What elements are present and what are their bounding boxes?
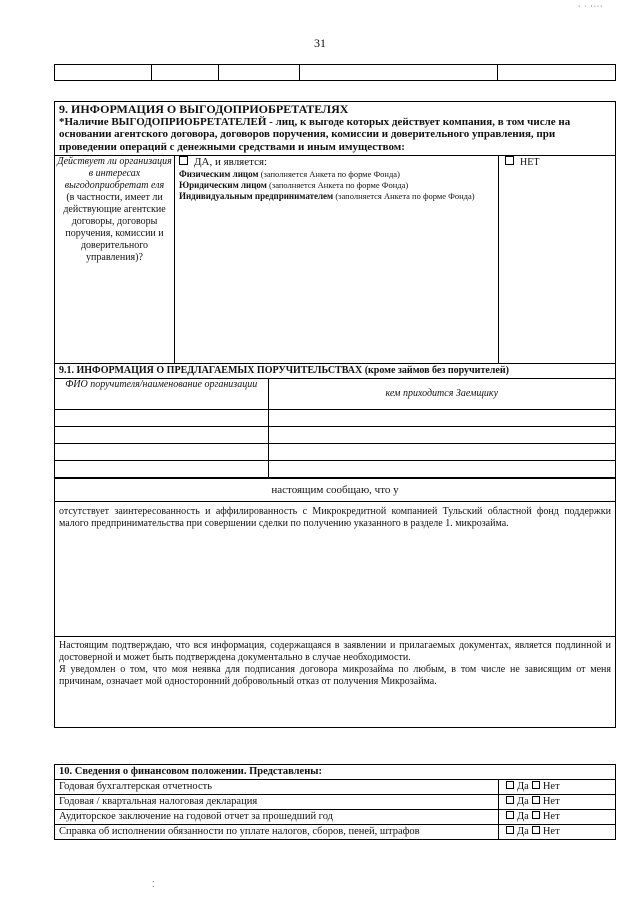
notify-row: настоящим сообщаю, что у	[55, 478, 616, 501]
beneficiary-question	[55, 156, 175, 364]
financial-item-choice	[499, 810, 616, 825]
financial-item-choice	[499, 825, 616, 840]
no-checkbox[interactable]	[532, 796, 540, 804]
financial-item-label: Аудиторское заключение на годовой отчет за прошедший год	[55, 810, 499, 825]
guarantor-name-cell[interactable]	[55, 409, 268, 426]
table-cell	[152, 65, 219, 81]
section9-description: *Наличие ВЫГОДОПРИОБРЕТАТЕЛЕЙ - лиц, к выгоде которых действует компания, в том числе на основании агентского договора, договоров поручения, комиссии и доверительного управления, при проведении операций с денежными средствами и иным имуществом:	[59, 115, 571, 153]
table-cell	[55, 65, 152, 81]
corner-scan-mark: ᐧ ᐧ ·ᐧᐧ·	[578, 2, 604, 11]
no-text: Нет	[542, 811, 560, 822]
scan-dot-mark: ⁚	[152, 880, 155, 889]
confirmation-p1: Настоящим подтверждаю, что вся информация, содержащаяся в заявлении и прилагаемых документах, является подлинной и достоверной и может быть подтверждена документально в случае необходимости.	[59, 639, 611, 663]
beneficiary-question-italic: Действует ли организация в интересах выгодоприобретат еля	[57, 156, 172, 191]
no-checkbox[interactable]	[532, 781, 540, 789]
option-bold: Физическим лицом	[179, 169, 259, 179]
section91-title: 9.1. ИНФОРМАЦИЯ О ПРЕДЛАГАЕМЫХ ПОРУЧИТЕЛЬСТВАХ (кроме займов без поручителей)	[55, 364, 616, 379]
yes-checkbox[interactable]	[506, 796, 514, 804]
financial-item-choice	[499, 795, 616, 810]
no-text: Нет	[542, 781, 560, 792]
option-note: (заполняется Анкета по форме Фонда)	[269, 180, 409, 190]
option-individual	[179, 169, 494, 180]
financial-item-label: Годовая / квартальная налоговая декларация	[55, 795, 499, 810]
table-cell	[219, 65, 300, 81]
guarantors-table	[55, 379, 615, 478]
option-legal-entity	[179, 180, 494, 191]
guarantor-name-cell[interactable]	[55, 460, 268, 477]
confirmation-p2: Я уведомлен о том, что моя неявка для подписания договора микрозайма по любым, в том числе не зависящим от меня причинам, означает мой односторонний добровольный отказ от получения Микрозайма.	[59, 663, 611, 687]
no-text: Нет	[542, 826, 560, 837]
guarantor-name-cell[interactable]	[55, 426, 268, 443]
yes-text: Да	[517, 796, 529, 807]
option-note: (заполняется Анкета по форме Фонда)	[335, 191, 475, 201]
yes-label: ДА, и является:	[194, 156, 268, 168]
table-cell	[498, 65, 616, 81]
yes-option-cell	[175, 156, 499, 364]
guarantor-name-cell[interactable]	[55, 443, 268, 460]
beneficiaries-section	[54, 101, 616, 728]
no-text: Нет	[542, 796, 560, 807]
financial-item-choice	[499, 780, 616, 795]
guarantor-relation-header: кем приходится Заемщику	[268, 379, 615, 409]
no-label: НЕТ	[520, 157, 540, 168]
no-checkbox[interactable]	[532, 811, 540, 819]
section9-title: 9. ИНФОРМАЦИЯ О ВЫГОДОПРИОБРЕТАТЕЛЯХ	[59, 102, 349, 116]
yes-text: Да	[517, 811, 529, 822]
guarantor-name-header: ФИО поручителя/наименование организации	[55, 379, 268, 409]
option-entrepreneur	[179, 191, 494, 202]
yes-text: Да	[517, 826, 529, 837]
section10-title: 10. Сведения о финансовом положении. Представлены:	[55, 765, 616, 780]
guarantor-relation-cell[interactable]	[268, 460, 615, 477]
financial-section	[54, 764, 616, 840]
no-option-cell	[499, 156, 616, 364]
section9-header	[55, 102, 616, 156]
financial-item-label: Справка об исполнении обязанности по уплате налогов, сборов, пеней, штрафов	[55, 825, 499, 840]
table-cell	[300, 65, 498, 81]
option-bold: Индивидуальным предпринимателем	[179, 191, 334, 201]
option-note: (заполняется Анкета по форме Фонда)	[260, 169, 400, 179]
yes-checkbox[interactable]	[506, 781, 514, 789]
financial-item-label: Годовая бухгалтерская отчетность	[55, 780, 499, 795]
no-checkbox[interactable]	[532, 826, 540, 834]
yes-checkbox[interactable]	[506, 826, 514, 834]
guarantor-relation-cell[interactable]	[268, 426, 615, 443]
declaration-text: отсутствует заинтересованность и аффилированность с Микрокредитной компанией Тульский областной фонд поддержки малого предпринимательства при совершении сделки по получению указанного в разделе 1. микрозайма.	[59, 505, 611, 529]
page-number: 31	[314, 36, 326, 50]
yes-checkbox[interactable]	[179, 156, 188, 165]
yes-text: Да	[517, 781, 529, 792]
beneficiary-question-plain: (в частности, имеет ли действующие агентские договоры, договоры поручения, комиссии и доверительного управления)?	[63, 192, 166, 263]
no-checkbox[interactable]	[505, 156, 514, 165]
yes-checkbox[interactable]	[506, 811, 514, 819]
guarantor-relation-cell[interactable]	[268, 443, 615, 460]
confirmation-box	[55, 636, 616, 727]
guarantor-relation-cell[interactable]	[268, 409, 615, 426]
declaration-box	[55, 501, 616, 636]
option-bold: Юридическим лицом	[179, 180, 267, 190]
guarantors-table-container	[55, 379, 616, 479]
previous-section-table-tail	[54, 64, 616, 81]
